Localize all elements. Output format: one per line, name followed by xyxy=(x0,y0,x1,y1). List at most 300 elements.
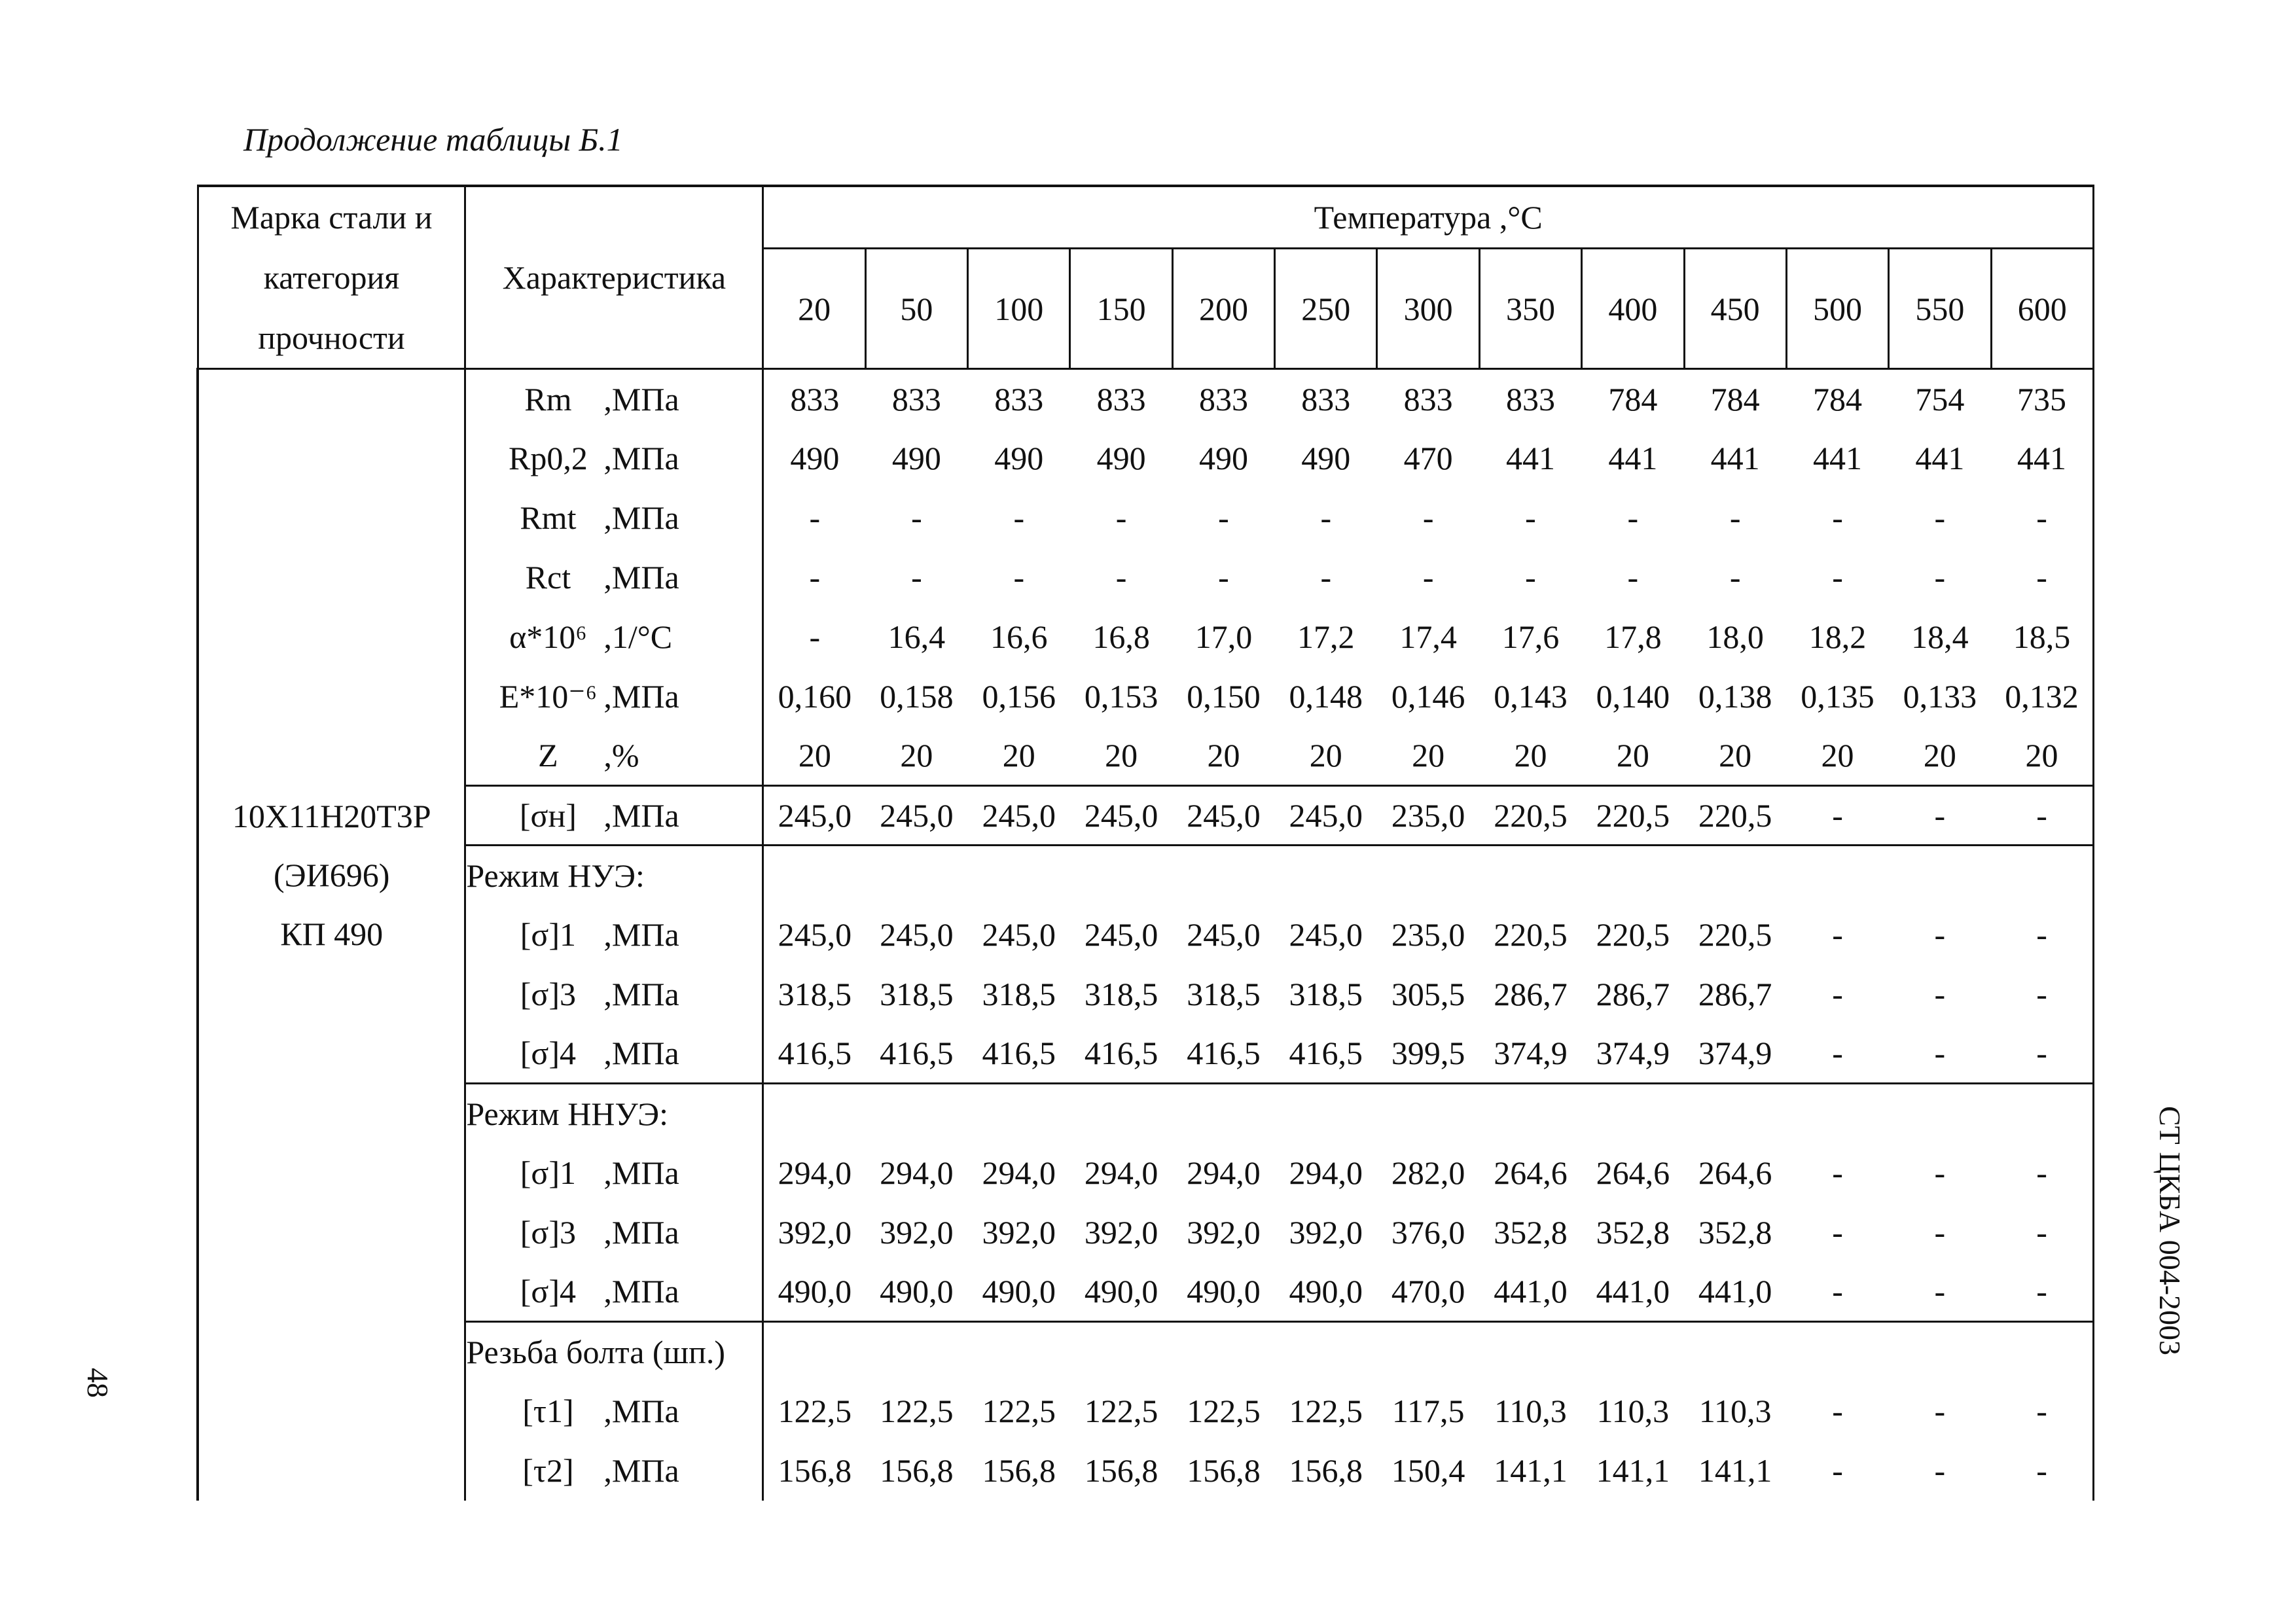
value-cell: 235,0 xyxy=(1377,786,1479,846)
value-cell: 245,0 xyxy=(763,786,865,846)
characteristic-unit: ,1/°С xyxy=(603,618,673,655)
value-cell: 294,0 xyxy=(778,1154,852,1191)
table-row xyxy=(198,1382,2094,1441)
value-cell: 220,5 xyxy=(1479,786,1581,846)
value-cell: 245,0 xyxy=(1172,786,1274,846)
value-cell: 286,7 xyxy=(1698,976,1772,1012)
value-cell: 245,0 xyxy=(1275,786,1377,846)
characteristic-symbol: E*10⁻⁶ xyxy=(499,678,598,715)
value-cell: - xyxy=(1934,1214,1946,1251)
value-cell: 220,5 xyxy=(1582,786,1684,846)
value-cell: 490,0 xyxy=(1289,1273,1363,1310)
value-cell: 122,5 xyxy=(1084,1393,1158,1429)
characteristic-symbol: [σ]4 xyxy=(520,1035,577,1072)
value-cell: 833 xyxy=(1096,380,1146,418)
value-cell: 376,0 xyxy=(1391,1214,1465,1251)
value-cell: 392,0 xyxy=(982,1214,1056,1251)
value-cell: - xyxy=(1991,1203,2093,1262)
value-cell: 441,0 xyxy=(1596,1273,1670,1310)
value-cell: 141,1 xyxy=(1596,1452,1670,1489)
value-cell: 392,0 xyxy=(778,1214,852,1251)
value-cell: - xyxy=(1627,559,1639,596)
characteristic-symbol: [τ1] xyxy=(522,1393,574,1429)
value-cell: 286,7 xyxy=(1494,976,1568,1012)
value-cell: - xyxy=(1832,1393,1843,1429)
value-cell: 20 xyxy=(1616,737,1649,774)
value-cell: 305,5 xyxy=(1391,976,1465,1012)
page-number: 48 xyxy=(81,1368,115,1398)
characteristic-unit: ,МПа xyxy=(603,1154,679,1191)
value-cell: 318,5 xyxy=(1289,976,1363,1012)
value-cell: - xyxy=(911,559,922,596)
table-row xyxy=(198,965,2094,1024)
temperature-cell: 50 xyxy=(865,249,967,369)
value-cell: - xyxy=(1889,786,1991,846)
characteristic-cell xyxy=(465,1143,763,1203)
value-cell: 441,0 xyxy=(1698,1273,1772,1310)
value-cell: 264,6 xyxy=(1494,1154,1568,1191)
value-cell: - xyxy=(1934,1154,1946,1191)
section-spacer xyxy=(763,846,2094,905)
value-cell: 441 xyxy=(1915,440,1965,476)
section-header-row xyxy=(198,846,2094,905)
value-cell: 18,5 xyxy=(1991,607,2093,667)
value-cell: 490,0 xyxy=(982,1273,1056,1310)
value-cell: 294,0 xyxy=(1084,1154,1158,1191)
value-cell: 490 xyxy=(1301,440,1351,476)
value-cell: 392,0 xyxy=(1187,1214,1261,1251)
characteristic-symbol: [σ]1 xyxy=(520,916,577,953)
table-row xyxy=(198,1024,2094,1084)
characteristic-unit: ,% xyxy=(603,737,639,774)
value-cell: - xyxy=(1934,1035,1946,1072)
steel-grade-line3: КП 490 xyxy=(280,916,384,952)
steel-grade-line1: 10Х11Н20Т3Р xyxy=(232,798,431,834)
temperature-cell: 150 xyxy=(1070,249,1172,369)
characteristic-cell xyxy=(465,1262,763,1322)
value-cell: 16,4 xyxy=(888,618,946,655)
value-cell: 0,140 xyxy=(1596,678,1670,715)
characteristic-symbol: [σ]3 xyxy=(520,976,577,1012)
value-cell: - xyxy=(1934,1452,1946,1489)
value-cell: 490,0 xyxy=(1187,1273,1261,1310)
characteristic-symbol: Rmt xyxy=(520,499,577,536)
value-cell: 220,5 xyxy=(1684,786,1786,846)
characteristic-unit: ,МПа xyxy=(603,440,679,476)
value-cell: 352,8 xyxy=(1494,1214,1568,1251)
value-cell: - xyxy=(1832,976,1843,1012)
characteristic-cell xyxy=(465,1203,763,1262)
value-cell: 245,0 xyxy=(1289,916,1363,953)
value-cell: 245,0 xyxy=(982,916,1056,953)
value-cell: 122,5 xyxy=(1289,1393,1363,1429)
value-cell: 318,5 xyxy=(1084,976,1158,1012)
value-cell: - xyxy=(1115,499,1127,536)
value-cell: - xyxy=(1320,499,1332,536)
value-cell: - xyxy=(1991,1024,2093,1084)
characteristic-cell xyxy=(465,488,763,548)
characteristic-column-header: Характеристика xyxy=(465,186,763,369)
table-row xyxy=(198,369,2094,429)
value-cell: 441 xyxy=(1505,440,1555,476)
characteristic-cell xyxy=(465,965,763,1024)
value-cell: 470,0 xyxy=(1391,1273,1465,1310)
temperature-cell: 550 xyxy=(1889,249,1991,369)
value-cell: 122,5 xyxy=(880,1393,954,1429)
value-cell: 16,6 xyxy=(990,618,1048,655)
characteristic-cell xyxy=(465,369,763,429)
temperature-cell: 500 xyxy=(1786,249,1888,369)
value-cell: 245,0 xyxy=(778,916,852,953)
value-cell: 20 xyxy=(1105,737,1138,774)
characteristic-unit: ,МПа xyxy=(603,1035,679,1072)
value-cell: 245,0 xyxy=(968,786,1070,846)
value-cell: 490,0 xyxy=(1084,1273,1158,1310)
temperature-header: Температура ,°С xyxy=(763,186,2094,249)
properties-table xyxy=(196,185,2094,1501)
table-row xyxy=(198,429,2094,488)
value-cell: 156,8 xyxy=(1084,1452,1158,1489)
temperature-cell: 300 xyxy=(1377,249,1479,369)
value-cell: - xyxy=(911,499,922,536)
value-cell: 833 xyxy=(994,380,1044,418)
value-cell: - xyxy=(1934,976,1946,1012)
value-cell: 20 xyxy=(1719,737,1752,774)
value-cell: 20 xyxy=(1514,737,1547,774)
value-cell: 245,0 xyxy=(1084,916,1158,953)
value-cell: 0,160 xyxy=(778,678,852,715)
value-cell: 294,0 xyxy=(1187,1154,1261,1191)
value-cell: - xyxy=(1013,559,1025,596)
characteristic-symbol: [τ2] xyxy=(522,1452,574,1489)
value-cell: 17,8 xyxy=(1604,618,1662,655)
value-cell: 392,0 xyxy=(1289,1214,1363,1251)
value-cell: 490 xyxy=(1198,440,1248,476)
value-cell: 352,8 xyxy=(1698,1214,1772,1251)
value-cell: 141,1 xyxy=(1494,1452,1568,1489)
characteristic-symbol: [σ]4 xyxy=(520,1273,577,1310)
value-cell: 416,5 xyxy=(778,1035,852,1072)
characteristic-symbol: [σн] xyxy=(519,797,577,834)
value-cell: 156,8 xyxy=(778,1452,852,1489)
characteristic-unit: ,МПа xyxy=(603,976,679,1012)
value-cell: - xyxy=(1934,1273,1946,1310)
value-cell: - xyxy=(1218,499,1229,536)
steel-grade-cell xyxy=(198,369,465,1501)
value-cell: 441 xyxy=(1710,440,1760,476)
value-cell: 833 xyxy=(891,380,941,418)
characteristic-unit: ,МПа xyxy=(603,499,679,536)
value-cell: 264,6 xyxy=(1596,1154,1670,1191)
value-cell: 264,6 xyxy=(1698,1154,1772,1191)
value-cell: 441 xyxy=(1608,440,1658,476)
value-cell: 20 xyxy=(900,737,933,774)
temperature-cell: 250 xyxy=(1275,249,1377,369)
temperature-cell: 450 xyxy=(1684,249,1786,369)
value-cell: 220,5 xyxy=(1698,916,1772,953)
section-title: Режим ННУЭ: xyxy=(465,1084,763,1143)
temperature-cell: 400 xyxy=(1582,249,1684,369)
value-cell: - xyxy=(1832,1035,1843,1072)
value-cell: 416,5 xyxy=(1187,1035,1261,1072)
section-title: Резьба болта (шп.) xyxy=(465,1322,763,1382)
value-cell: - xyxy=(1320,559,1332,596)
value-cell: 17,2 xyxy=(1297,618,1355,655)
characteristic-symbol: [σ]1 xyxy=(520,1154,577,1191)
value-cell: 416,5 xyxy=(1084,1035,1158,1072)
value-cell: 352,8 xyxy=(1596,1214,1670,1251)
value-cell: 16,8 xyxy=(1092,618,1150,655)
characteristic-symbol: Rct xyxy=(525,559,571,596)
section-spacer xyxy=(763,1084,2094,1143)
section-spacer xyxy=(763,1322,2094,1382)
value-cell: 20 xyxy=(1309,737,1342,774)
value-cell: - xyxy=(1832,559,1843,596)
value-cell: - xyxy=(1991,1382,2093,1441)
steel-grade-line2: (ЭИ696) xyxy=(273,857,390,893)
value-cell: 490,0 xyxy=(880,1273,954,1310)
value-cell: 392,0 xyxy=(880,1214,954,1251)
value-cell: 784 xyxy=(1608,380,1658,418)
temperature-cell: 350 xyxy=(1479,249,1581,369)
value-cell: 318,5 xyxy=(778,976,852,1012)
characteristic-unit: ,МПа xyxy=(603,1214,679,1251)
value-cell: 416,5 xyxy=(880,1035,954,1072)
value-cell: 20 xyxy=(1207,737,1240,774)
characteristic-unit: ,МПа xyxy=(603,559,679,596)
value-cell: - xyxy=(1786,786,1888,846)
value-cell: 490,0 xyxy=(778,1273,852,1310)
value-cell: 110,3 xyxy=(1596,1393,1670,1429)
value-cell: - xyxy=(1832,1214,1843,1251)
value-cell: 245,0 xyxy=(1187,916,1261,953)
characteristic-unit: ,МПа xyxy=(603,1393,679,1429)
value-cell: - xyxy=(1991,548,2093,607)
value-cell: - xyxy=(1422,499,1434,536)
table-row xyxy=(198,786,2094,846)
characteristic-unit: ,МПа xyxy=(603,916,679,953)
characteristic-unit: ,МПа xyxy=(603,678,679,715)
value-cell: - xyxy=(1991,1262,2093,1322)
value-cell: 0,156 xyxy=(982,678,1056,715)
value-cell: 220,5 xyxy=(1596,916,1670,953)
value-cell: - xyxy=(1729,499,1741,536)
value-cell: 392,0 xyxy=(1084,1214,1158,1251)
value-cell: - xyxy=(1934,559,1946,596)
value-cell: 117,5 xyxy=(1391,1393,1465,1429)
characteristic-unit: ,МПа xyxy=(603,1452,679,1489)
characteristic-symbol: Z xyxy=(538,737,558,774)
value-cell: 245,0 xyxy=(880,916,954,953)
value-cell: 374,9 xyxy=(1494,1035,1568,1072)
value-cell: 141,1 xyxy=(1698,1452,1772,1489)
value-cell: 286,7 xyxy=(1596,976,1670,1012)
table-row xyxy=(198,726,2094,786)
value-cell: 150,4 xyxy=(1391,1452,1465,1489)
value-cell: - xyxy=(1422,559,1434,596)
value-cell: 245,0 xyxy=(1070,786,1172,846)
value-cell: - xyxy=(1218,559,1229,596)
value-cell: 416,5 xyxy=(982,1035,1056,1072)
table-row xyxy=(198,1203,2094,1262)
characteristic-cell xyxy=(465,667,763,726)
value-cell: - xyxy=(1991,786,2093,846)
value-cell: 416,5 xyxy=(1289,1035,1363,1072)
value-cell: 282,0 xyxy=(1391,1154,1465,1191)
value-cell: - xyxy=(809,559,821,596)
value-cell: 754 xyxy=(1915,380,1965,418)
characteristic-cell xyxy=(465,548,763,607)
value-cell: - xyxy=(1832,1273,1843,1310)
value-cell: - xyxy=(1832,1154,1843,1191)
value-cell: 441,0 xyxy=(1494,1273,1568,1310)
value-cell: 20 xyxy=(1923,737,1956,774)
value-cell: 17,6 xyxy=(1501,618,1560,655)
table-row xyxy=(198,607,2094,667)
value-cell: 833 xyxy=(790,380,840,418)
value-cell: 235,0 xyxy=(1391,916,1465,953)
value-cell: 490 xyxy=(1096,440,1146,476)
value-cell: 490 xyxy=(891,440,941,476)
value-cell: - xyxy=(1729,559,1741,596)
value-cell: 833 xyxy=(1301,380,1351,418)
table-body xyxy=(198,369,2094,1501)
value-cell: 374,9 xyxy=(1698,1035,1772,1072)
table-row xyxy=(198,905,2094,965)
characteristic-symbol: α*10⁶ xyxy=(509,618,587,655)
value-cell: 17,4 xyxy=(1399,618,1457,655)
value-cell: 441 xyxy=(1991,429,2093,488)
value-cell: 399,5 xyxy=(1391,1035,1465,1072)
characteristic-unit: ,МПа xyxy=(603,380,679,418)
value-cell: 318,5 xyxy=(982,976,1056,1012)
table-row xyxy=(198,488,2094,548)
value-cell: - xyxy=(1991,1143,2093,1203)
value-cell: 784 xyxy=(1710,380,1760,418)
value-cell: 833 xyxy=(1403,380,1453,418)
value-cell: 156,8 xyxy=(1289,1452,1363,1489)
value-cell: 20 xyxy=(1991,726,2093,786)
characteristic-cell xyxy=(465,726,763,786)
value-cell: 318,5 xyxy=(1187,976,1261,1012)
value-cell: 0,132 xyxy=(1991,667,2093,726)
value-cell: 0,138 xyxy=(1698,678,1772,715)
value-cell: - xyxy=(1115,559,1127,596)
value-cell: 20 xyxy=(1002,737,1035,774)
value-cell: 0,146 xyxy=(1391,678,1465,715)
value-cell: 110,3 xyxy=(1494,1393,1567,1429)
table-row xyxy=(198,548,2094,607)
value-cell: - xyxy=(1832,916,1843,953)
characteristic-cell xyxy=(465,1024,763,1084)
value-cell: 0,153 xyxy=(1084,678,1158,715)
temperature-cell: 600 xyxy=(1991,249,2093,369)
value-cell: 833 xyxy=(1505,380,1555,418)
value-cell: - xyxy=(1991,1441,2093,1501)
temperature-cell: 100 xyxy=(968,249,1070,369)
value-cell: - xyxy=(1934,1393,1946,1429)
value-cell: 0,143 xyxy=(1494,678,1568,715)
value-cell: - xyxy=(1991,965,2093,1024)
characteristic-cell xyxy=(465,1382,763,1441)
value-cell: 833 xyxy=(1198,380,1248,418)
value-cell: - xyxy=(1525,499,1536,536)
value-cell: 20 xyxy=(1821,737,1854,774)
temperature-cell: 20 xyxy=(763,249,865,369)
value-cell: - xyxy=(809,618,821,655)
value-cell: - xyxy=(1934,499,1946,536)
characteristic-cell xyxy=(465,607,763,667)
section-header-row xyxy=(198,1084,2094,1143)
value-cell: 490 xyxy=(994,440,1044,476)
value-cell: 0,150 xyxy=(1187,678,1261,715)
value-cell: 110,3 xyxy=(1698,1393,1772,1429)
value-cell: 0,148 xyxy=(1289,678,1363,715)
value-cell: 156,8 xyxy=(1187,1452,1261,1489)
value-cell: 20 xyxy=(798,737,831,774)
characteristic-cell xyxy=(465,429,763,488)
value-cell: 0,158 xyxy=(880,678,954,715)
temperature-cell: 200 xyxy=(1172,249,1274,369)
value-cell: 18,2 xyxy=(1808,618,1867,655)
value-cell: 294,0 xyxy=(982,1154,1056,1191)
value-cell: 294,0 xyxy=(1289,1154,1363,1191)
value-cell: - xyxy=(1832,499,1843,536)
value-cell: 220,5 xyxy=(1494,916,1568,953)
section-header-row xyxy=(198,1322,2094,1382)
value-cell: 18,0 xyxy=(1706,618,1764,655)
table-row xyxy=(198,1262,2094,1322)
value-cell: - xyxy=(1991,905,2093,965)
characteristic-symbol: [σ]3 xyxy=(520,1214,577,1251)
value-cell: 318,5 xyxy=(880,976,954,1012)
value-cell: 374,9 xyxy=(1596,1035,1670,1072)
characteristic-unit: ,МПа xyxy=(603,797,679,834)
section-title: Режим НУЭ: xyxy=(465,846,763,905)
table-row xyxy=(198,1143,2094,1203)
value-cell: - xyxy=(1991,488,2093,548)
document-code: СТ ЦКБА 004-2003 xyxy=(2153,1106,2187,1356)
value-cell: 17,0 xyxy=(1194,618,1253,655)
value-cell: 156,8 xyxy=(982,1452,1056,1489)
value-cell: 122,5 xyxy=(1187,1393,1261,1429)
value-cell: 122,5 xyxy=(982,1393,1056,1429)
characteristic-cell xyxy=(465,1441,763,1501)
value-cell: 122,5 xyxy=(778,1393,852,1429)
value-cell: 156,8 xyxy=(880,1452,954,1489)
table-row xyxy=(198,667,2094,726)
value-cell: 470 xyxy=(1403,440,1453,476)
value-cell: - xyxy=(1832,1452,1843,1489)
characteristic-unit: ,МПа xyxy=(603,1273,679,1310)
value-cell: 0,135 xyxy=(1801,678,1874,715)
characteristic-symbol: Rp0,2 xyxy=(508,440,588,476)
value-cell: 490 xyxy=(790,440,840,476)
value-cell: 735 xyxy=(1991,369,2093,429)
characteristic-cell xyxy=(465,905,763,965)
value-cell: 20 xyxy=(1412,737,1445,774)
value-cell: - xyxy=(809,499,821,536)
value-cell: - xyxy=(1934,916,1946,953)
value-cell: 784 xyxy=(1813,380,1863,418)
value-cell: - xyxy=(1627,499,1639,536)
value-cell: 294,0 xyxy=(880,1154,954,1191)
value-cell: - xyxy=(1013,499,1025,536)
grade-column-header: Марка стали и категория прочности xyxy=(198,186,465,369)
table-caption: Продолжение таблицы Б.1 xyxy=(243,121,623,158)
value-cell: 245,0 xyxy=(865,786,967,846)
value-cell: 441 xyxy=(1813,440,1863,476)
